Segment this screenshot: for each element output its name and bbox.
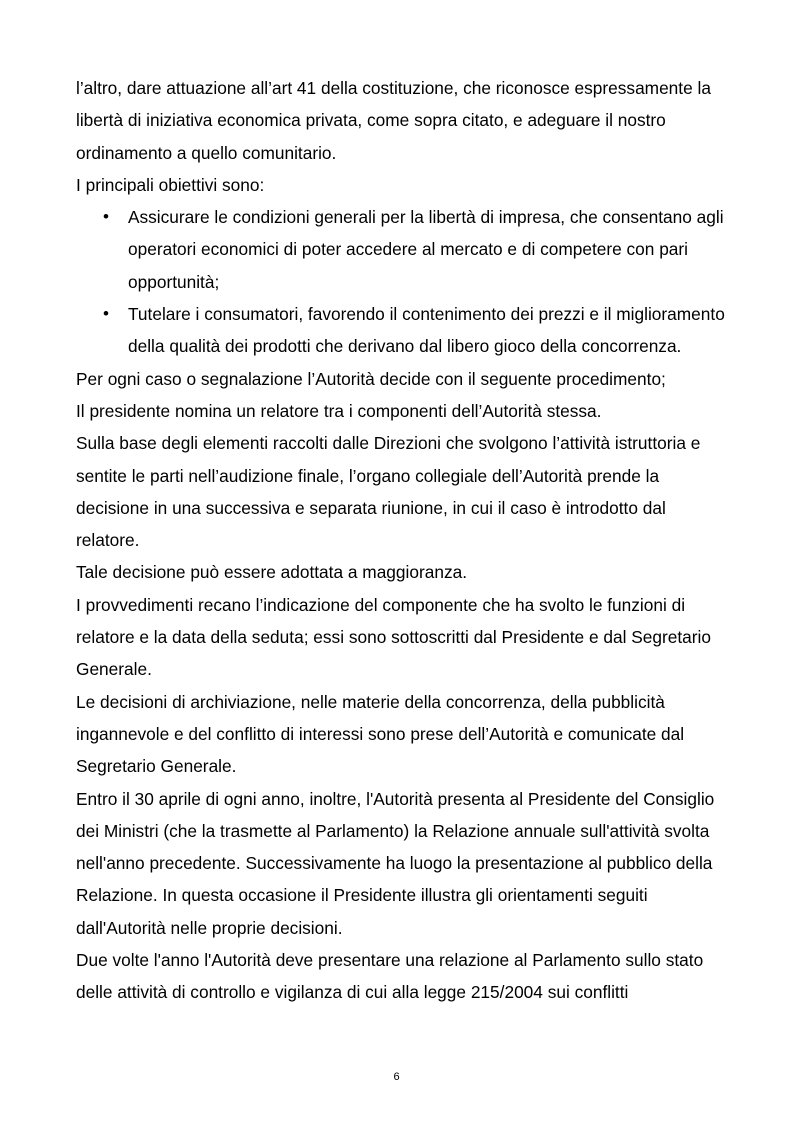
paragraph: Per ogni caso o segnalazione l’Autorità decide con il seguente procedimento; <box>76 368 666 389</box>
list-item-text: Tutelare i consumatori, favorendo il contenimento dei prezzi e il miglioramento della qualità dei prodotti che derivano dal libero gioco della concorrenza. <box>128 304 725 357</box>
page-number: 6 <box>393 1071 400 1083</box>
objectives-list <box>76 201 726 362</box>
list-item-text: Assicurare le condizioni generali per la libertà di impresa, che consentano agli operatori economici di poter accedere al mercato e di competere con pari opportunità; <box>128 207 724 292</box>
paragraph: Il presidente nomina un relatore tra i componenti dell’Autorità stessa. <box>76 400 602 421</box>
list-item <box>76 201 726 298</box>
paragraph: I provvedimenti recano l’indicazione del componente che ha svolto le funzioni di relatore e la data della seduta; essi sono sottoscritti dal Presidente e dal Segretario Generale. <box>76 594 711 680</box>
bullet-icon: • <box>103 207 109 227</box>
paragraph: Le decisioni di archiviazione, nelle materie della concorrenza, della pubblicità ingannevole e del conflitto di interessi sono prese dell’Autorità e comunicate dal Segretario Generale. <box>76 691 685 777</box>
intro-paragraph: l’altro, dare attuazione all’art 41 della costituzione, che riconosce espressamente la libertà di iniziativa economica privata, come sopra citato, e adeguare il nostro ordinamento a quello comunitario. <box>76 78 711 163</box>
list-item <box>76 298 726 363</box>
paragraph: Tale decisione può essere adottata a maggioranza. <box>76 562 468 583</box>
objectives-heading: I principali obiettivi sono: <box>76 174 265 195</box>
body-text <box>76 72 726 1009</box>
bullet-icon: • <box>103 304 109 324</box>
paragraph: Entro il 30 aprile di ogni anno, inoltre, l'Autorità presenta al Presidente del Consiglio dei Ministri (che la trasmette al Parlamento) la Relazione annuale sull'attività svolta nell'anno precedente. Successivamente ha luogo la presentazione al pubblico della Relazione. In questa occasione il Presidente illustra gli orientamenti seguiti dall'Autorità nelle proprie decisioni. <box>76 788 715 938</box>
paragraph: Sulla base degli elementi raccolti dalle Direzioni che svolgono l’attività istruttoria e sentite le parti nell’audizione finale, l’organo collegiale dell’Autorità prende la decisione in una successiva e separata riunione, in cui il caso è introdotto dal relatore. <box>76 433 701 551</box>
paragraph: Due volte l'anno l'Autorità deve presentare una relazione al Parlamento sullo stato delle attività di controllo e vigilanza di cui alla legge 215/2004 sui conflitti <box>76 950 704 1003</box>
